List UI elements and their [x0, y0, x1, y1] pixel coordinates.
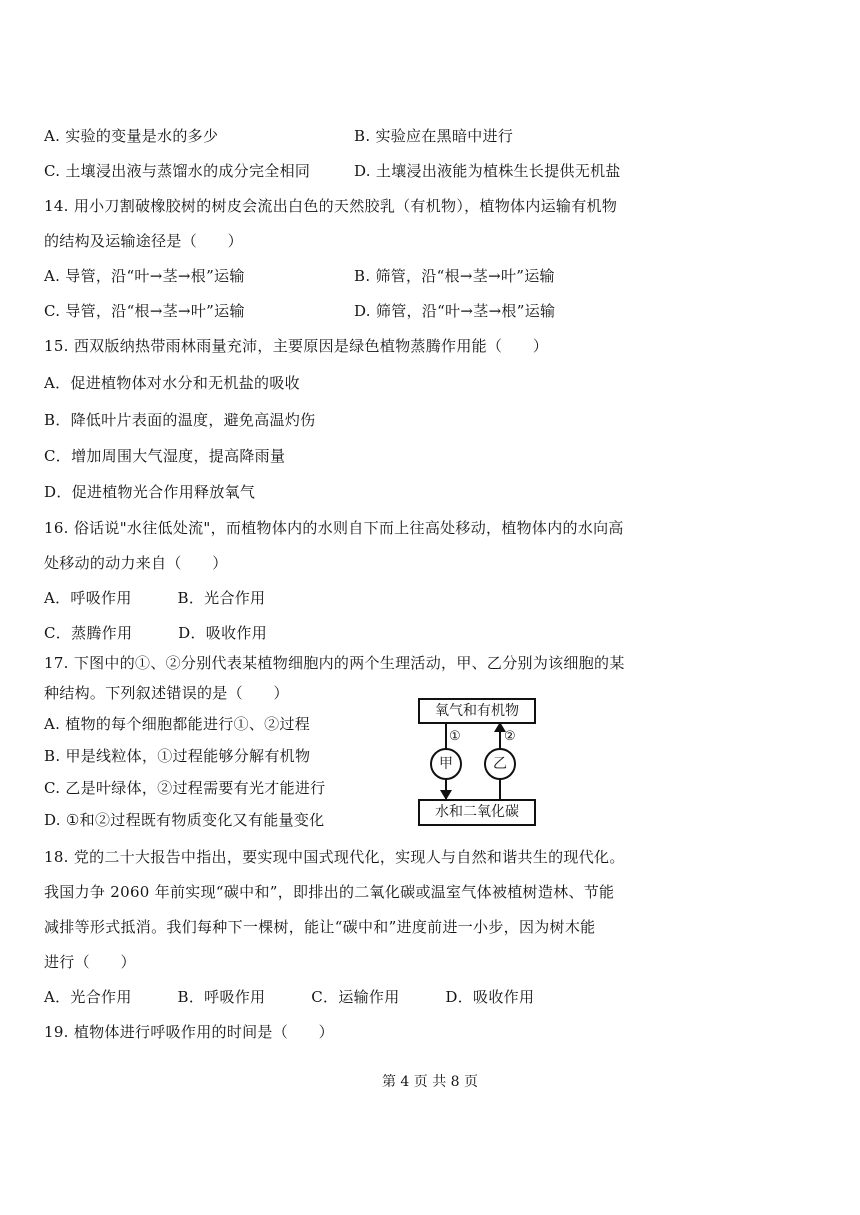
option-c: C. 土壤浸出液与蒸馏水的成分完全相同 — [44, 162, 311, 180]
option-d: D．促进植物光合作用释放氧气 — [44, 483, 256, 501]
option-b: B. 筛管，沿“根→茎→叶”运输 — [354, 267, 555, 285]
line-5 — [44, 266, 555, 286]
process-1-label: ① — [449, 729, 461, 744]
question-18-options: A．光合作用 B．呼吸作用 C．运输作用 D．吸收作用 — [44, 988, 535, 1006]
option-c: C．增加周围大气湿度，提高降雨量 — [44, 447, 286, 465]
question-15-stem: 15. 西双版纳热带雨林雨量充沛，主要原因是绿色植物蒸腾作用能（ ） — [44, 337, 549, 355]
question-18-stem-cont: 减排等形式抵消。我们每种下一棵树，能让“碳中和”进度前进一小步，因为树木能 — [44, 918, 596, 936]
question-17-stem-cont: 种结构。下列叙述错误的是（ ） — [44, 684, 289, 702]
line-1 — [44, 126, 514, 146]
question-16-stem-cont: 处移动的动力来自（ ） — [44, 554, 228, 572]
question-14-stem: 14. 用小刀割破橡胶树的树皮会流出白色的天然胶乳（有机物），植物体内运输有机物 — [44, 197, 618, 215]
question-18-stem-cont: 我国力争 2060 年前实现“碳中和”，即排出的二氧化碳或温室气体被植树造林、节能 — [44, 883, 615, 901]
option-d: D. ①和②过程既有物质变化又有能量变化 — [44, 811, 325, 829]
question-17-stem: 17. 下图中的①、②分别代表某植物细胞内的两个生理活动，甲、乙分别为该细胞的某 — [44, 654, 625, 672]
option-b: B．降低叶片表面的温度，避免高温灼伤 — [44, 411, 316, 429]
cell-process-diagram — [418, 698, 536, 826]
option-d: D. 土壤浸出液能为植株生长提供无机盐 — [354, 162, 621, 180]
option-a: A. 植物的每个细胞都能进行①、②过程 — [44, 715, 311, 733]
option-c: C. 乙是叶绿体，②过程需要有光才能进行 — [44, 779, 326, 797]
option-a: A．促进植物体对水分和无机盐的吸收 — [44, 374, 300, 392]
options-cd: C．蒸腾作用 D．吸收作用 — [44, 624, 268, 642]
question-18-stem-cont: 进行（ ） — [44, 953, 136, 971]
option-d: D. 筛管，沿“叶→茎→根”运输 — [354, 302, 556, 320]
question-18-stem: 18. 党的二十大报告中指出，要实现中国式现代化，实现人与自然和谐共生的现代化。 — [44, 848, 625, 866]
page-footer: 第 4 页 共 8 页 — [381, 1074, 479, 1090]
option-a: A. 实验的变量是水的多少 — [44, 127, 219, 145]
question-19-stem: 19. 植物体进行呼吸作用的时间是（ ） — [44, 1023, 334, 1041]
line-6 — [44, 301, 556, 321]
options-ab: A．呼吸作用 B．光合作用 — [44, 589, 266, 607]
structure-yi-circle: 乙 — [484, 748, 516, 780]
process-2-label: ② — [504, 729, 516, 744]
option-a: A. 导管，沿“叶→茎→根”运输 — [44, 267, 245, 285]
line-2 — [44, 161, 621, 181]
option-c: C. 导管，沿“根→茎→叶”运输 — [44, 302, 245, 320]
top-box-oxygen-organic: 氧气和有机物 — [418, 698, 536, 724]
question-14-stem-cont: 的结构及运输途径是（ ） — [44, 232, 243, 250]
structure-jia-circle: 甲 — [430, 748, 462, 780]
question-16-stem: 16. 俗话说"水往低处流"，而植物体内的水则自下而上往高处移动，植物体内的水向高 — [44, 519, 624, 537]
bottom-box-water-co2: 水和二氧化碳 — [418, 799, 536, 826]
option-b: B. 甲是线粒体，①过程能够分解有机物 — [44, 747, 311, 765]
option-b: B. 实验应在黑暗中进行 — [354, 127, 514, 145]
